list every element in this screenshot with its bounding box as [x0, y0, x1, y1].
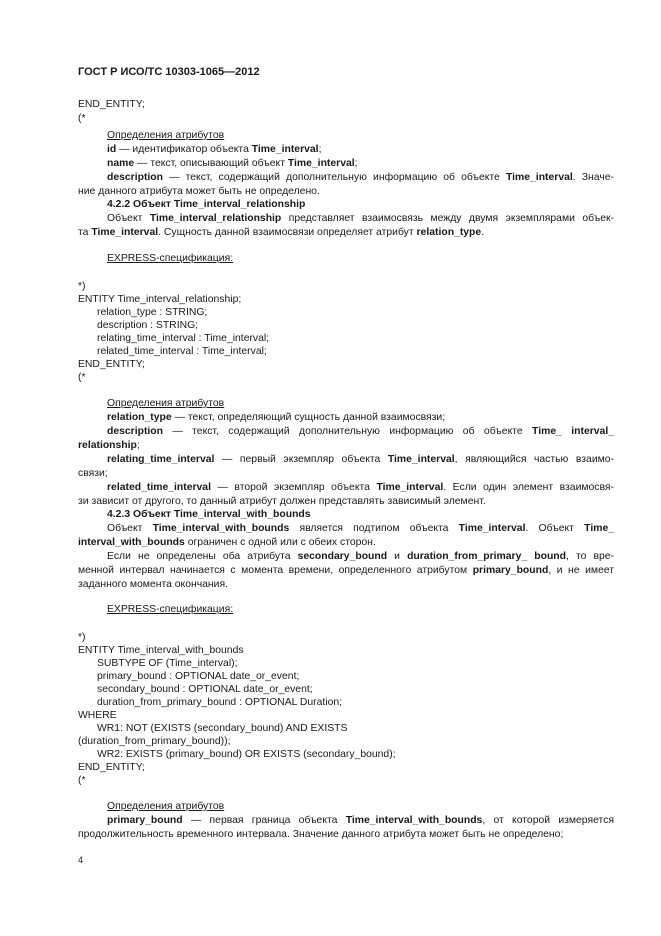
express-heading: EXPRESS-спецификация:	[107, 604, 234, 615]
code-line: (duration_from_primary_bound));	[78, 736, 231, 747]
paragraph-line: связи;	[78, 468, 108, 479]
code-line: related_time_interval : Time_interval;	[97, 346, 267, 357]
code-line: ENTITY Time_interval_relationship;	[78, 294, 242, 305]
attribute-definition: name — текст, описывающий объект Time_interval;	[107, 158, 358, 169]
code-line: (*	[78, 775, 86, 786]
code-line: (*	[78, 113, 86, 124]
code-line: *)	[78, 632, 86, 643]
code-line: duration_from_primary_bound : OPTIONAL Duration;	[97, 697, 343, 708]
page-number: 4	[78, 855, 84, 865]
paragraph-line: interval_with_bounds ограничен с одной или с обеих сторон.	[78, 537, 376, 548]
attribute-definition: relation_type — текст, определяющий сущность данной взаимосвязи;	[107, 412, 446, 423]
express-heading: EXPRESS-спецификация:	[107, 253, 234, 264]
paragraph-line: заданного момента окончания.	[78, 579, 228, 590]
attribute-definition: description — текст, содержащий дополнительную информацию об объекте Time_interval. Значе-	[107, 172, 614, 183]
paragraph-line: Объект Time_interval_with_bounds является подтипом объекта Time_interval. Объект Time_	[107, 523, 614, 534]
paragraph-line: Если не определены оба атрибута secondary_bound и duration_from_primary_ bound, то вре-	[107, 551, 614, 562]
code-line: WR2: EXISTS (primary_bound) OR EXISTS (secondary_bound);	[97, 749, 396, 760]
paragraph-line: та Time_interval. Сущность данной взаимосвязи определяет атрибут relation_type.	[78, 227, 485, 238]
code-line: WR1: NOT (EXISTS (secondary_bound) AND EXISTS	[97, 723, 348, 734]
code-line: description : STRING;	[97, 320, 199, 331]
section-heading: 4.2.2 Объект Time_interval_relationship	[107, 199, 306, 210]
attribute-definition: related_time_interval — второй экземпляр объекта Time_interval. Если один элемент взаимосвя-	[107, 482, 614, 493]
paragraph-line: менной интервал начинается с момента времени, определенного атрибутом primary_bound, и не имеет	[78, 565, 614, 576]
code-line: END_ENTITY;	[78, 99, 145, 110]
code-line: primary_bound : OPTIONAL date_or_event;	[97, 671, 300, 682]
paragraph-line: зи зависит от другого, то данный атрибут должен представлять зависимый элемент.	[78, 496, 486, 507]
code-line: END_ENTITY;	[78, 359, 145, 370]
attributes-heading: Определения атрибутов	[107, 398, 225, 409]
attributes-heading: Определения атрибутов	[107, 801, 225, 812]
code-line: SUBTYPE OF (Time_interval);	[97, 658, 238, 669]
attribute-definition: id — идентификатор объекта Time_interval;	[107, 144, 322, 155]
paragraph-line: Объект Time_interval_relationship представляет взаимосвязь между двумя экземплярами объек-	[107, 213, 614, 224]
code-line: secondary_bound : OPTIONAL date_or_event;	[97, 684, 313, 695]
paragraph-line: ние данного атрибута может быть не определено.	[78, 186, 320, 197]
code-line: (*	[78, 372, 86, 383]
attributes-heading: Определения атрибутов	[107, 130, 225, 141]
code-line: relating_time_interval : Time_interval;	[97, 333, 270, 344]
attribute-definition: primary_bound — первая граница объекта Time_interval_with_bounds, от которой измеряется	[107, 815, 614, 826]
code-line: WHERE	[78, 710, 117, 721]
attribute-definition: description — текст, содержащий дополнительную информацию об объекте Time_ interval_	[107, 426, 614, 437]
code-line: relation_type : STRING;	[97, 307, 208, 318]
paragraph-line: продолжительность временного интервала. Значение данного атрибута может быть не определено;	[78, 829, 564, 840]
code-line: END_ENTITY;	[78, 762, 145, 773]
code-line: *)	[78, 281, 86, 292]
code-line: ENTITY Time_interval_with_bounds	[78, 645, 244, 656]
paragraph-line: relationship;	[78, 440, 140, 451]
attribute-definition: relating_time_interval — первый экземпляр объекта Time_interval, являющийся частью взаимо-	[107, 454, 615, 465]
section-heading: 4.2.3 Объект Time_interval_with_bounds	[107, 509, 311, 520]
document-header: ГОСТ Р ИСО/ТС 10303-1065—2012	[78, 66, 260, 78]
